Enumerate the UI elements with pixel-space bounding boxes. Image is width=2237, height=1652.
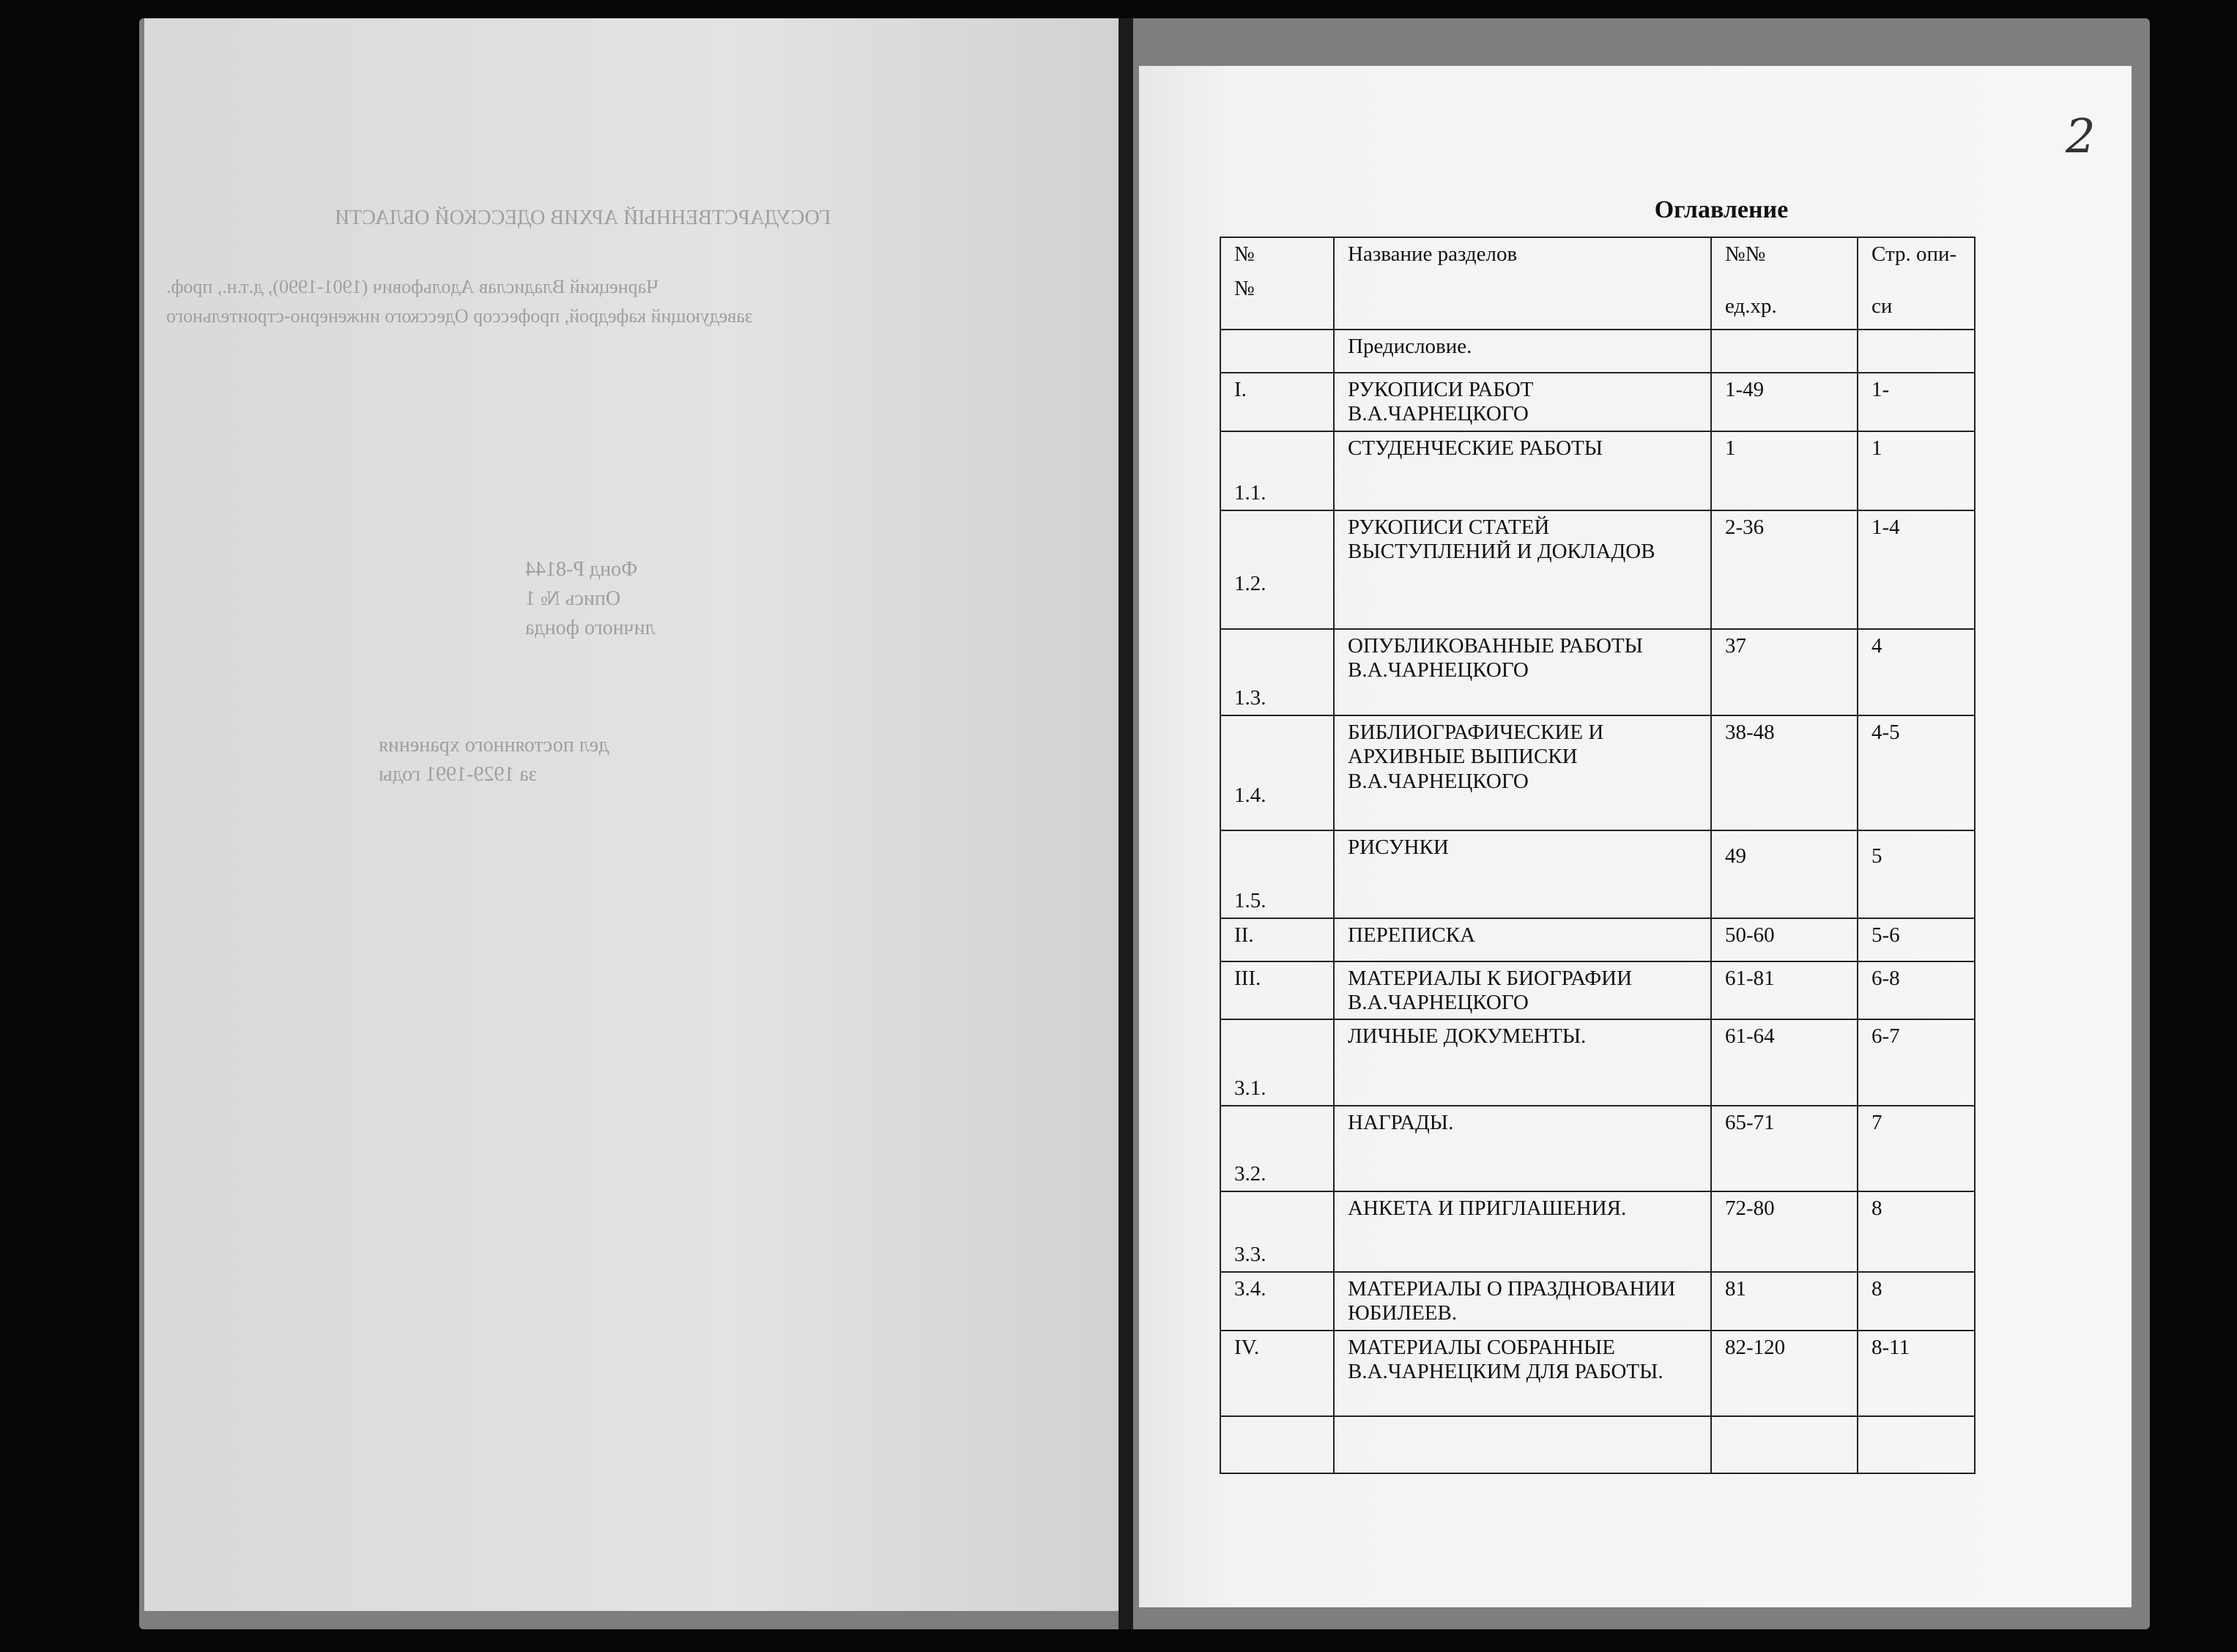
- table-row: [1220, 1191, 1975, 1272]
- row-number: [1220, 330, 1334, 373]
- row-section-name: МАТЕРИАЛЫ СОБРАННЫЕ В.А.ЧАРНЕЦКИМ ДЛЯ РАБОТЫ.: [1334, 1331, 1711, 1416]
- table-row: [1220, 373, 1975, 431]
- bleed-through-line: дел постоянного хранения: [379, 734, 609, 756]
- row-number: IV.: [1220, 1331, 1334, 1416]
- row-storage-units: 61-81: [1711, 961, 1858, 1019]
- row-storage-units: 37: [1711, 629, 1858, 715]
- table-row: [1220, 629, 1975, 715]
- left-page: [144, 18, 1118, 1611]
- table-row: [1220, 330, 1975, 373]
- row-inventory-pages: 4: [1858, 629, 1975, 715]
- row-section-name: ЛИЧНЫЕ ДОКУМЕНТЫ.: [1334, 1019, 1711, 1106]
- row-inventory-pages: [1858, 330, 1975, 373]
- book-spine: [1118, 18, 1133, 1629]
- row-storage-units: 49: [1711, 830, 1858, 918]
- table-row: [1220, 961, 1975, 1019]
- row-number: 3.2.: [1220, 1106, 1334, 1191]
- header-pages-line: Стр. опи-: [1871, 242, 1957, 266]
- handwritten-page-number: 2: [2066, 110, 2096, 164]
- row-number: 3.3.: [1220, 1191, 1334, 1272]
- row-section-name: СТУДЕНЧЕСКИЕ РАБОТЫ: [1334, 431, 1711, 510]
- table-row: [1220, 715, 1975, 830]
- row-number: 1.5.: [1220, 830, 1334, 918]
- row-inventory-pages: 1-: [1858, 373, 1975, 431]
- row-section-name: РУКОПИСИ РАБОТ В.А.ЧАРНЕЦКОГО: [1334, 373, 1711, 431]
- page-title: Оглавление: [1654, 196, 1789, 223]
- header-inventory-pages: [1858, 237, 1975, 330]
- row-section-name: РУКОПИСИ СТАТЕЙ ВЫСТУПЛЕНИЙ И ДОКЛАДОВ: [1334, 510, 1711, 629]
- header-number-line: №: [1234, 277, 1255, 301]
- table-header-row: [1220, 237, 1975, 330]
- row-section-name: АНКЕТА И ПРИГЛАШЕНИЯ.: [1334, 1191, 1711, 1272]
- header-storage-units: [1711, 237, 1858, 330]
- row-number: 1.2.: [1220, 510, 1334, 629]
- table-row: [1220, 918, 1975, 961]
- table-row: [1220, 510, 1975, 629]
- contents-table: [1220, 237, 1976, 1474]
- row-section-name: [1334, 1416, 1711, 1473]
- row-number: [1220, 1416, 1334, 1473]
- row-number: I.: [1220, 373, 1334, 431]
- row-inventory-pages: 7: [1858, 1106, 1975, 1191]
- row-inventory-pages: 6-7: [1858, 1019, 1975, 1106]
- header-number-line: №: [1234, 242, 1255, 266]
- row-number: II.: [1220, 918, 1334, 961]
- row-storage-units: 61-64: [1711, 1019, 1858, 1106]
- row-section-name: НАГРАДЫ.: [1334, 1106, 1711, 1191]
- bleed-through-line: за 1929-1991 годы: [379, 763, 537, 786]
- row-storage-units: [1711, 1416, 1858, 1473]
- bleed-through-line: Опись № 1: [525, 587, 621, 610]
- row-storage-units: 72-80: [1711, 1191, 1858, 1272]
- bleed-through-line: заведующий кафедрой, профессор Одесского инженерно-строительного: [166, 305, 753, 327]
- row-inventory-pages: 8: [1858, 1272, 1975, 1331]
- row-section-name: РИСУНКИ: [1334, 830, 1711, 918]
- row-number: 1.4.: [1220, 715, 1334, 830]
- row-storage-units: 65-71: [1711, 1106, 1858, 1191]
- table-row: [1220, 1331, 1975, 1416]
- bleed-through-line: Фонд Р-8144: [525, 558, 638, 581]
- bleed-through-line: ГОСУДАРСТВЕННЫЙ АРХИВ ОДЕССКОЙ ОБЛАСТИ: [335, 206, 831, 229]
- bleed-through-line: Чарнецкий Владислав Адольфович (1901-1990), д.т.н., проф.: [166, 276, 659, 297]
- row-number: 1.3.: [1220, 629, 1334, 715]
- table-row: [1220, 431, 1975, 510]
- row-number: 3.1.: [1220, 1019, 1334, 1106]
- table-row: [1220, 1272, 1975, 1331]
- table-row: [1220, 1416, 1975, 1473]
- row-storage-units: 1: [1711, 431, 1858, 510]
- row-inventory-pages: 8-11: [1858, 1331, 1975, 1416]
- table-row: [1220, 1019, 1975, 1106]
- row-section-name: Предисловие.: [1334, 330, 1711, 373]
- row-section-name: БИБЛИОГРАФИЧЕСКИЕ И АРХИВНЫЕ ВЫПИСКИ В.А.ЧАРНЕЦКОГО: [1334, 715, 1711, 830]
- row-inventory-pages: 1-4: [1858, 510, 1975, 629]
- row-inventory-pages: [1858, 1416, 1975, 1473]
- row-inventory-pages: 6-8: [1858, 961, 1975, 1019]
- row-section-name: ОПУБЛИКОВАННЫЕ РАБОТЫ В.А.ЧАРНЕЦКОГО: [1334, 629, 1711, 715]
- row-number: 3.4.: [1220, 1272, 1334, 1331]
- row-inventory-pages: 5: [1858, 830, 1975, 918]
- bleed-through-line: личного фонда: [525, 617, 656, 639]
- header-units-line: №№: [1725, 242, 1766, 266]
- table-row: [1220, 1106, 1975, 1191]
- row-inventory-pages: 1: [1858, 431, 1975, 510]
- row-storage-units: 1-49: [1711, 373, 1858, 431]
- header-number: [1220, 237, 1334, 330]
- header-pages-line: си: [1871, 294, 1893, 319]
- row-storage-units: 82-120: [1711, 1331, 1858, 1416]
- row-section-name: МАТЕРИАЛЫ О ПРАЗДНОВАНИИ ЮБИЛЕЕВ.: [1334, 1272, 1711, 1331]
- header-units-line: ед.хр.: [1725, 294, 1777, 319]
- row-storage-units: 81: [1711, 1272, 1858, 1331]
- row-storage-units: 2-36: [1711, 510, 1858, 629]
- row-section-name: МАТЕРИАЛЫ К БИОГРАФИИ В.А.ЧАРНЕЦКОГО: [1334, 961, 1711, 1019]
- row-storage-units: 50-60: [1711, 918, 1858, 961]
- table-row: [1220, 830, 1975, 918]
- row-inventory-pages: 5-6: [1858, 918, 1975, 961]
- row-storage-units: [1711, 330, 1858, 373]
- row-number: 1.1.: [1220, 431, 1334, 510]
- row-inventory-pages: 4-5: [1858, 715, 1975, 830]
- row-number: III.: [1220, 961, 1334, 1019]
- header-section-name: Название разделов: [1334, 237, 1711, 330]
- row-storage-units: 38-48: [1711, 715, 1858, 830]
- row-section-name: ПЕРЕПИСКА: [1334, 918, 1711, 961]
- row-inventory-pages: 8: [1858, 1191, 1975, 1272]
